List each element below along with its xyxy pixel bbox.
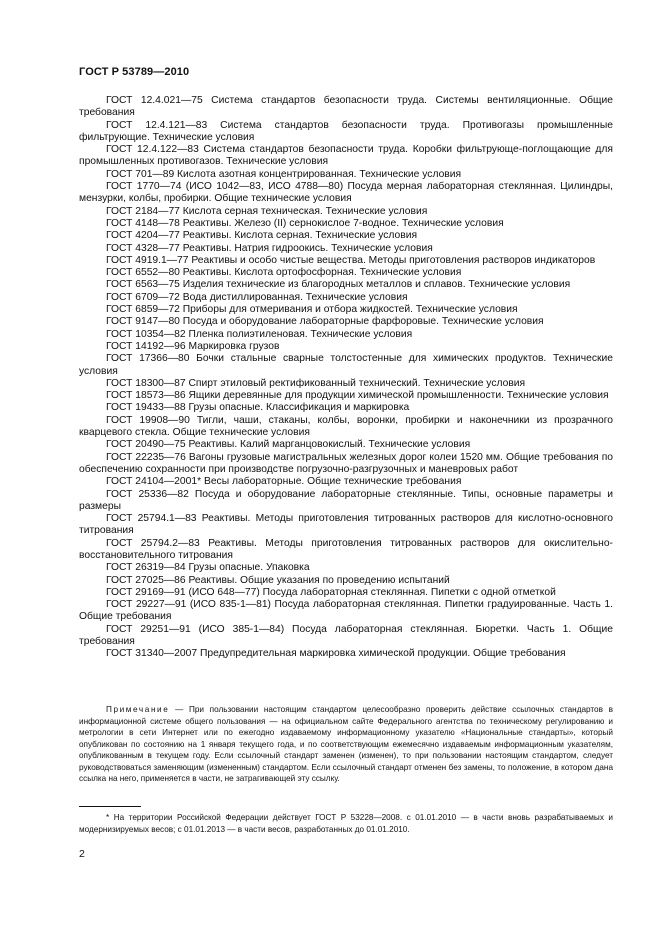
reference-item: ГОСТ 29227—91 (ИСО 835-1—81) Посуда лабораторная стеклянная. Пипетки градуированные. Часть 1. Общие требования — [79, 599, 613, 623]
footnote-divider — [79, 806, 141, 807]
normative-references-list — [79, 95, 613, 661]
reference-item: ГОСТ 6859—72 Приборы для отмеривания и отбора жидкостей. Технические условия — [106, 304, 518, 316]
reference-item: ГОСТ 4204—77 Реактивы. Кислота серная. Технические условия — [106, 230, 418, 242]
reference-item: ГОСТ 18300—87 Спирт этиловый ректификованный технический. Технические условия — [106, 377, 526, 389]
page-number: 2 — [79, 848, 85, 860]
reference-item: ГОСТ 12.4.122—83 Система стандартов безопасности труда. Коробки фильтрующе-поглощающие для промышленных противогазов. Технические условия — [79, 144, 613, 168]
reference-item: ГОСТ 27025—86 Реактивы. Общие указания по проведению испытаний — [106, 574, 450, 586]
reference-item: ГОСТ 4919.1—77 Реактивы и особо чистые вещества. Методы приготовления растворов индикаторов — [106, 254, 596, 266]
reference-item: ГОСТ 17366—80 Бочки стальные сварные толстостенные для химических продуктов. Технические условия — [79, 353, 613, 377]
reference-item: ГОСТ 12.4.021—75 Система стандартов безопасности труда. Системы вентиляционные. Общие требования — [79, 95, 613, 119]
reference-item: ГОСТ 2184—77 Кислота серная техническая. Технические условия — [106, 205, 428, 217]
reference-item: ГОСТ 9147—80 Посуда и оборудование лабораторные фарфоровые. Технические условия — [106, 316, 544, 328]
reference-item: ГОСТ 4328—77 Реактивы. Натрия гидроокись. Технические условия — [106, 242, 433, 254]
reference-item: ГОСТ 22235—76 Вагоны грузовые магистральных железных дорог колеи 1520 мм. Общие требования по обеспечению сохранности при производстве погрузочно-разгрузочных и маневровых работ — [79, 451, 613, 475]
footnote: * На территории Российской Федерации действует ГОСТ Р 53228—2008. с 01.01.2010 — в части вновь разрабатываемых и модернизируемых весов; с 01.01.2013 — в части весов, разработанных до 01.01.2010. — [79, 813, 613, 834]
note-text: — При пользовании настоящим стандартом целесообразно проверить действие ссылочных стандартов в информационной системе общего пользования — на официальном сайте Федерального агентства по техническому регулированию и метрологии в сети Интернет или по ежегодно издаваемому информационному указателю «Национальные стандарты», который опубликован по состоянию на 1 января текущего года, и по соответствующим ежемесячно издаваемым информационным указателям, опубликованным в текущем году. Если ссылочный стандарт заменен (изменен), то при пользовании настоящим стандартом, следует руководствоваться заменяющим (измененным) стандартом. Если ссылочный стандарт отменен без замены, то положение, в котором дана ссылка на него, применяется в части, не затрагивающей эту ссылку. — [79, 705, 613, 783]
reference-item: ГОСТ 6552—80 Реактивы. Кислота ортофосфорная. Технические условия — [106, 267, 462, 279]
note-label: Примечание — [106, 705, 170, 714]
reference-item: ГОСТ 12.4.121—83 Система стандартов безопасности труда. Противогазы промышленные фильтрующие. Технические условия — [79, 119, 613, 143]
reference-item: ГОСТ 26319—84 Грузы опасные. Упаковка — [106, 562, 310, 574]
reference-item: ГОСТ 6563—75 Изделия технические из благородных металлов и сплавов. Технические условия — [106, 279, 571, 291]
reference-item: ГОСТ 29169—91 (ИСО 648—77) Посуда лабораторная стеклянная. Пипетки с одной отметкой — [106, 586, 556, 598]
reference-item: ГОСТ 31340—2007 Предупредительная маркировка химической продукции. Общие требования — [106, 648, 566, 660]
reference-item: ГОСТ 4148—78 Реактивы. Железо (II) сернокислое 7-водное. Технические условия — [106, 217, 504, 229]
reference-item: ГОСТ 14192—96 Маркировка грузов — [106, 340, 280, 352]
reference-item: ГОСТ 25794.2—83 Реактивы. Методы приготовления титрованных растворов для окислительно-восстановительного титрования — [79, 537, 613, 561]
reference-item: ГОСТ 24104—2001* Весы лабораторные. Общие технические требования — [106, 476, 462, 488]
note-paragraph — [79, 704, 613, 785]
reference-item: ГОСТ 20490—75 Реактивы. Калий марганцовокислый. Технические условия — [106, 439, 471, 451]
reference-item: ГОСТ 29251—91 (ИСО 385-1—84) Посуда лабораторная стеклянная. Бюретки. Часть 1. Общие требования — [79, 623, 613, 648]
reference-item: ГОСТ 6709—72 Вода дистиллированная. Технические условия — [106, 291, 408, 303]
reference-item: ГОСТ 19433—88 Грузы опасные. Классификация и маркировка — [106, 402, 410, 414]
reference-item: ГОСТ 1770—74 (ИСО 1042—83, ИСО 4788—80) Посуда мерная лабораторная стеклянная. Цилиндры, мензурки, колбы, пробирки. Общие технические условия — [79, 181, 613, 205]
reference-item: ГОСТ 10354—82 Пленка полиэтиленовая. Технические условия — [106, 328, 413, 340]
page-header: ГОСТ Р 53789—2010 — [79, 66, 190, 78]
reference-item: ГОСТ 18573—86 Ящики деревянные для продукции химической промышленности. Технические условия — [106, 390, 609, 402]
reference-item: ГОСТ 19908—90 Тигли, чаши, стаканы, колбы, воронки, пробирки и наконечники из прозрачного кварцевого стекла. Общие технические условия — [79, 414, 613, 439]
reference-item: ГОСТ 25336—82 Посуда и оборудование лабораторные стеклянные. Типы, основные параметры и размеры — [79, 488, 613, 512]
reference-item: ГОСТ 701—89 Кислота азотная концентрированная. Технические условия — [106, 168, 462, 180]
reference-item: ГОСТ 25794.1—83 Реактивы. Методы приготовления титрованных растворов для кислотно-основного титрования — [79, 513, 613, 537]
